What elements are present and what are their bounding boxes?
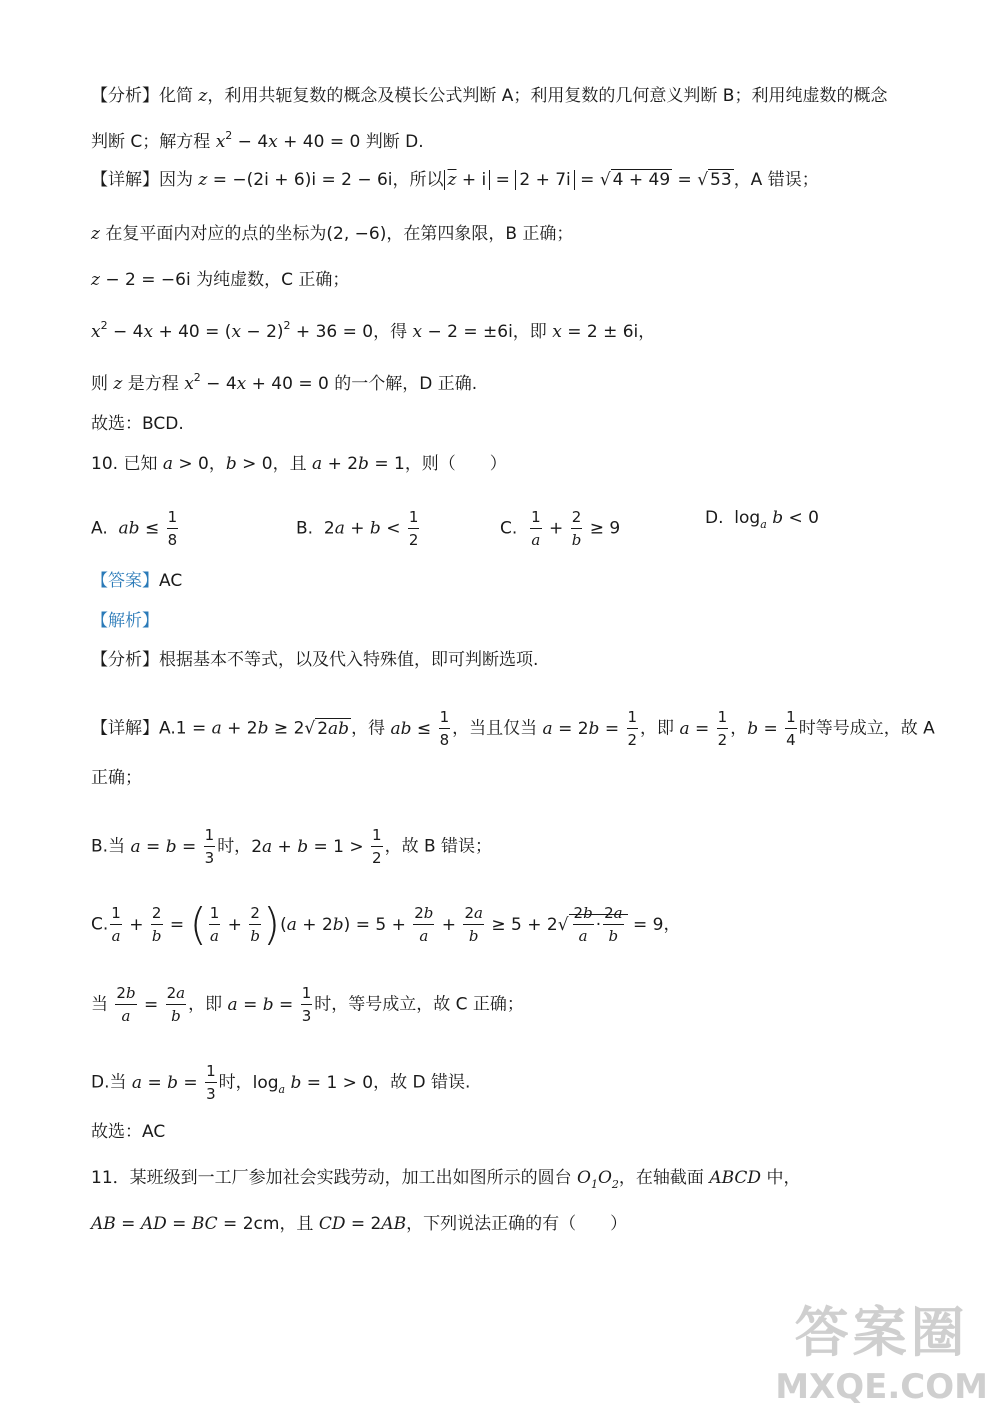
coordinate: (2, −6) <box>326 224 387 244</box>
q9-detail-line4: $x^2 - 4x + 40 = (x - 2)^2 + 36 = 0$，得 x − 2 = ±6i，即 x = 2 ± 6i， <box>91 319 656 342</box>
equation: $x^2 - 4x + 40 = 0$ <box>215 129 361 152</box>
q9-detail-line2: z 在复平面内对应的点的坐标为(2, −6)，在第四象限，B 正确； <box>91 224 574 244</box>
answer-tag: 【答案】 <box>91 571 159 591</box>
q9-answer: 故选：BCD. <box>91 414 184 434</box>
q10-analysis: 【分析】根据基本不等式，以及代入特殊值，即可判断选项. <box>91 650 539 670</box>
frustum-name: $O_1O_2$ <box>577 1168 619 1191</box>
q9-detail-line1: 【详解】因为 z = −(2i + 6)i = 2 − 6i，所以 $\overline{z} + i = 2 + 7i$ = √ 4 + 49 = √ 53 ，A 错误； <box>91 170 819 190</box>
formula: z − 2 = −6i <box>91 270 191 290</box>
q9-detail-line3: z − 2 = −6i 为纯虚数，C 正确； <box>91 270 350 290</box>
watermark-site: MXQE.COM <box>775 1367 988 1407</box>
q11-stem-line1: 11．某班级到一工厂参加社会实践劳动，加工出如图所示的圆台 $O_1O_2$，在轴截面 ABCD 中， <box>91 1168 801 1191</box>
q10-detail-a-cont: 正确； <box>91 768 142 788</box>
q10-option-b: B. 2a + b < $\frac{1}{2}$ <box>296 508 419 549</box>
q11-stem-line2: AB = AD = BC = 2cm，且 CD = 2AB，下列说法正确的有（ ） <box>91 1214 628 1234</box>
formula: CD = 2AB <box>318 1214 407 1234</box>
formula: a = $\frac{1}{2}$ <box>679 708 728 749</box>
q9-analysis-line2: 判断 C；解方程 $x^2 - 4x + 40 = 0$ 判断 D. <box>91 129 424 152</box>
watermark <box>775 1290 988 1407</box>
formula: $\overline{z} + i = 2 + 7i$ = √ 4 + 49 = √ 53 <box>444 169 734 190</box>
q10-detail-a: 【详解】A.1 = a + 2b ≥ 2√ 2ab ，得 ab ≤ $\frac{1}{8}$ ，当且仅当 a = 2b = $\frac{1}{2}$ ，即 a = $\frac{1}{2}$ ，b = $\frac{1}{4}$ 时等号成立，故 A <box>91 708 935 749</box>
detail-tag: 【详解】 <box>91 170 159 190</box>
formula: $x^2 - 4x + 40 = (x - 2)^2 + 36 = 0$ <box>91 319 374 342</box>
q10-jiexi-tag: 【解析】 <box>91 611 159 631</box>
formula: $\log_a b = 1 > 0$ <box>252 1072 374 1096</box>
formula: ab ≤ $\frac{1}{8}$ <box>390 708 450 749</box>
q10-answer: 【答案】AC <box>91 571 183 591</box>
formula: $\frac{1}{a}$ + $\frac{2}{b}$ = ( $\frac{1}{a}$ + $\frac{2}{b}$ )(a + 2b) = 5 + $\frac{2b}{a}$ + $\frac{2a}{b}$ ≥ 5 + 2√ $\frac{2b}{a}$ · $\frac{2a}{b}$ = 9 <box>111 898 664 950</box>
formula: z = −(2i + 6)i = 2 − 6i <box>198 170 393 190</box>
q10-option-a: A. ab ≤ $\frac{1}{8}$ <box>91 508 178 549</box>
watermark-logo: 答案圈 <box>794 1301 969 1364</box>
formula: x − 2 = ±6i <box>412 322 513 342</box>
q10-stem: 10. 已知 a > 0，b > 0，且 a + 2b = 1，则（ ） <box>91 454 507 474</box>
formula: a = b = $\frac{1}{3}$ <box>130 826 215 867</box>
q10-detail-b: B.当 a = b = $\frac{1}{3}$ 时，2a + b = 1 > $\frac{1}{2}$ ，故 B 错误； <box>91 826 493 867</box>
q10-final: 故选：AC <box>91 1122 166 1142</box>
condition: b > 0 <box>225 454 273 474</box>
formula: a = b = $\frac{1}{3}$ <box>227 984 312 1025</box>
formula: 1 = a + 2b ≥ 2√ 2ab <box>175 718 350 739</box>
condition: a + 2b = 1 <box>312 454 405 474</box>
formula: x = 2 ± 6i <box>552 322 639 342</box>
formula: AB = AD = BC = 2cm <box>91 1214 280 1234</box>
formula: b = $\frac{1}{4}$ <box>747 708 796 749</box>
equation: $x^2 - 4x + 40 = 0$ <box>184 371 329 394</box>
q9-detail-line5: 则 z 是方程 $x^2 - 4x + 40 = 0$ 的一个解，D 正确. <box>91 371 478 394</box>
q10-option-c: C. $\frac{1}{a}$ + $\frac{2}{b}$ ≥ 9 <box>500 508 621 549</box>
condition: a > 0 <box>162 454 209 474</box>
formula: a = b = $\frac{1}{3}$ <box>131 1062 216 1103</box>
formula: a = 2b = $\frac{1}{2}$ <box>542 708 638 749</box>
q10-detail-c: C. $\frac{1}{a}$ + $\frac{2}{b}$ = ( $\frac{1}{a}$ + $\frac{2}{b}$ )(a + 2b) = 5 + $\frac{2b}{a}$ + $\frac{2a}{b}$ ≥ 5 + 2√ $\frac{2b}{a}$ · $\frac{2a}{b}$ = 9， <box>91 898 681 950</box>
analysis-tag: 【分析】 <box>91 86 159 106</box>
q10-detail-c-cont: 当 $\frac{2b}{a}$ = $\frac{2a}{b}$ ，即 a = b = $\frac{1}{3}$ 时，等号成立，故 C 正确； <box>91 984 524 1025</box>
formula: 2a + b = 1 > $\frac{1}{2}$ <box>251 826 382 867</box>
q9-analysis-line1: 【分析】化简 z，利用共轭复数的概念及模长公式判断 A；利用复数的几何意义判断 B；利用纯虚数的概念 <box>91 86 888 106</box>
q10-detail-d: D.当 a = b = $\frac{1}{3}$ 时，$\log_a b = 1 > 0$，故 D 错误. <box>91 1062 471 1103</box>
formula: $\frac{2b}{a}$ = $\frac{2a}{b}$ <box>116 984 186 1025</box>
q10-option-d: D. $\log_a b < 0$ <box>705 508 819 531</box>
